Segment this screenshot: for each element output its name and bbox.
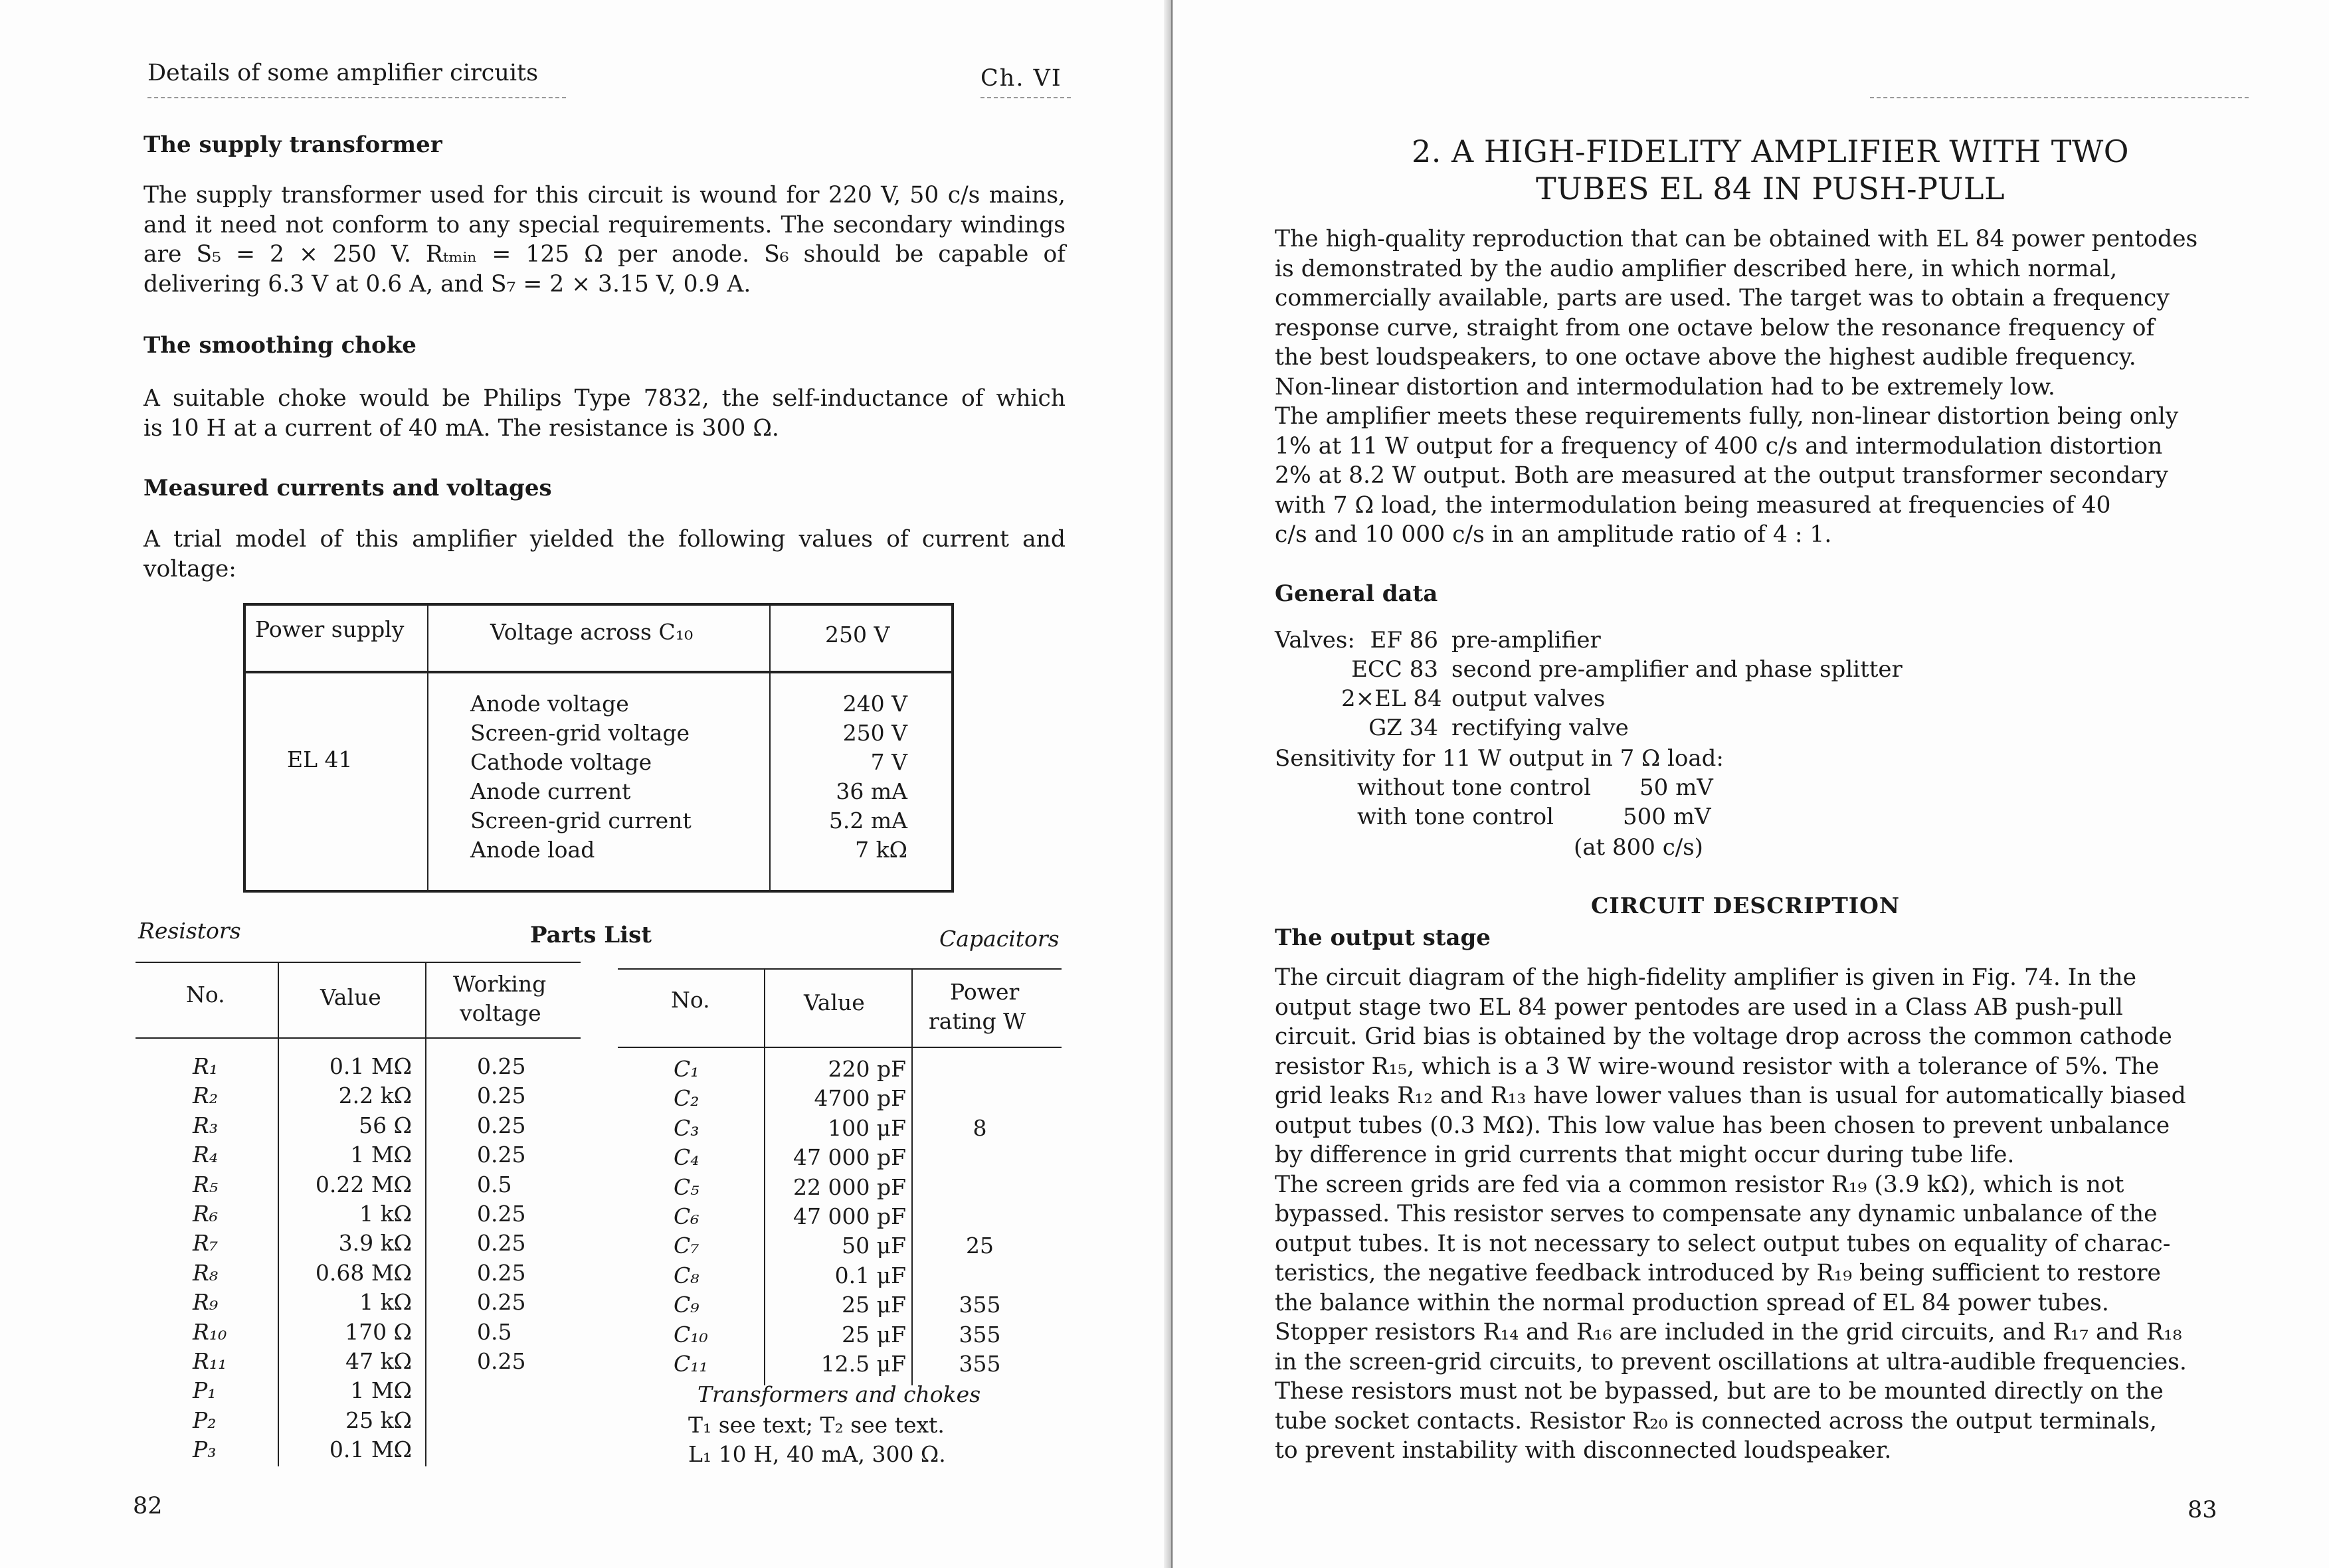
resistor-value: 25 kΩ	[345, 1407, 412, 1433]
text-line: and it need not conform to any special requirements. The secondary windings	[143, 211, 1066, 238]
capacitor-no: C₁	[674, 1056, 699, 1082]
title-line-1: 2. A HIGH-FIDELITY AMPLIFIER WITH TWO	[1412, 133, 2129, 169]
resistor-working-voltage: 0.25	[477, 1230, 526, 1256]
param-value: 5.2 mA	[828, 808, 907, 833]
parts-list-title: Parts List	[530, 922, 652, 948]
capacitor-no: C₆	[674, 1203, 699, 1229]
text-line: delivering 6.3 V at 0.6 A, and S₇ = 2 × 3.15 V, 0.9 A.	[143, 270, 751, 298]
heading-output-stage: The output stage	[1275, 924, 1491, 951]
capacitor-no: C₁₁	[674, 1351, 708, 1377]
header-rule	[147, 97, 566, 98]
heading-smoothing-choke: The smoothing choke	[143, 332, 417, 359]
capacitor-value: 47 000 pF	[793, 1144, 906, 1170]
valve-type: EF 86	[1370, 627, 1438, 653]
sens-value: 50 mV	[1639, 774, 1713, 801]
capacitor-value: 4700 pF	[814, 1085, 906, 1111]
paragraph-smoothing-choke	[143, 384, 1066, 443]
valve-type: 2×EL 84	[1341, 685, 1442, 712]
table-border	[951, 603, 954, 891]
resistor-value: 1 kΩ	[359, 1201, 412, 1227]
param-value: 36 mA	[836, 778, 907, 804]
header-voltage-across: Voltage across C₁₀	[490, 619, 694, 645]
resistor-no: R₉	[193, 1289, 219, 1315]
resistor-no: R₂	[193, 1083, 219, 1108]
capacitor-no: C₇	[674, 1233, 699, 1259]
paragraph-output-stage	[1275, 963, 2187, 1466]
cap-header-power: Power	[950, 979, 1020, 1005]
param-label: Anode voltage	[470, 691, 629, 717]
resistors-caption: Resistors	[138, 918, 241, 944]
running-head: Details of some amplifier circuits	[147, 60, 539, 86]
capacitor-no: C₃	[674, 1115, 699, 1141]
cap-header-no: No.	[671, 987, 710, 1013]
text-line: the balance within the normal production spread of EL 84 power tubes.	[1275, 1289, 2109, 1316]
sens-value: 500 mV	[1623, 804, 1711, 830]
text-line: output tubes. It is not necessary to select output tubes on equality of charac-	[1275, 1230, 2171, 1257]
capacitor-value: 100 μF	[828, 1115, 906, 1141]
text-line: by difference in grid currents that might occur during tube life.	[1275, 1142, 2015, 1168]
paragraph-measured	[143, 525, 1066, 584]
param-label: Screen-grid current	[470, 808, 692, 833]
tube-el41: EL 41	[287, 746, 353, 772]
heading-supply-transformer: The supply transformer	[143, 131, 442, 158]
text-line: c/s and 10 000 c/s in an amplitude ratio of 4 : 1.	[1275, 521, 1832, 548]
text-line: The amplifier meets these requirements fully, non-linear distortion being only	[1275, 403, 2179, 430]
cap-header-rating: rating W	[929, 1008, 1026, 1034]
text-line: These resistors must not be bypassed, but are to be mounted directly on the	[1275, 1378, 2164, 1405]
resistor-no: R₁₁	[193, 1348, 227, 1374]
resistor-working-voltage: 0.25	[477, 1289, 526, 1315]
resistor-working-voltage: 0.25	[477, 1142, 526, 1168]
resistor-no: R₄	[193, 1142, 219, 1168]
capacitor-value: 220 pF	[828, 1056, 906, 1082]
text-line: teristics, the negative feedback introduced by R₁₉ being sufficient to restore	[1275, 1260, 2161, 1286]
text-line: output stage two EL 84 power pentodes are used in a Class AB push-pull	[1275, 994, 2123, 1021]
valves-label: Valves:	[1275, 627, 1355, 653]
capacitors-caption: Capacitors	[939, 926, 1060, 952]
transformers-caption: Transformers and chokes	[698, 1381, 981, 1407]
valve-type: GZ 34	[1368, 715, 1438, 741]
resistor-value: 2.2 kΩ	[338, 1083, 412, 1108]
resistor-working-voltage: 0.25	[477, 1083, 526, 1108]
table-border	[243, 671, 954, 673]
resistor-working-voltage: 0.25	[477, 1201, 526, 1227]
valve-description: second pre-amplifier and phase splitter	[1451, 656, 1903, 683]
capacitor-value: 25 μF	[842, 1292, 906, 1318]
capacitor-value: 25 μF	[842, 1322, 906, 1348]
resistor-value: 47 kΩ	[345, 1348, 412, 1374]
heading-circuit-description: CIRCUIT DESCRIPTION	[1591, 893, 1901, 918]
resistor-value: 1 MΩ	[350, 1142, 412, 1168]
capacitor-value: 22 000 pF	[793, 1174, 906, 1200]
resistor-no: R₈	[193, 1260, 219, 1286]
paragraph-intro	[1275, 224, 2198, 550]
param-value: 250 V	[842, 720, 907, 746]
text-line: output tubes (0.3 MΩ). This low value has been chosen to prevent unbalance	[1275, 1112, 2170, 1139]
text-line: Non-linear distortion and intermodulation had to be extremely low.	[1275, 373, 2055, 400]
paragraph-supply-transformer	[143, 181, 1066, 299]
capacitor-power-rating: 25	[966, 1233, 994, 1259]
table-border	[243, 603, 954, 606]
text-line: Stopper resistors R₁₄ and R₁₆ are included in the grid circuits, and R₁₇ and R₁₈	[1275, 1319, 2182, 1346]
resistor-value: 1 MΩ	[350, 1377, 412, 1403]
resistor-working-voltage: 0.5	[477, 1172, 512, 1197]
text-line: tube socket contacts. Resistor R₂₀ is connected across the output terminals,	[1275, 1407, 2157, 1435]
cap-header-value: Value	[804, 990, 865, 1015]
page-number: 82	[133, 1493, 163, 1520]
resistor-col-rule	[425, 962, 426, 1466]
resistor-no: R₅	[193, 1172, 219, 1197]
capacitor-power-rating: 355	[959, 1322, 1001, 1348]
text-line: is 10 H at a current of 40 mA. The resistance is 300 Ω.	[143, 414, 779, 442]
resistor-value: 3.9 kΩ	[338, 1230, 412, 1256]
header-rule	[1870, 97, 2249, 98]
resistor-value: 0.1 MΩ	[329, 1053, 412, 1079]
resistor-value: 170 Ω	[345, 1319, 412, 1345]
text-line: are S₅ = 2 × 250 V. Rₜₘᵢₙ = 125 Ω per anode. S₆ should be capable of	[143, 241, 1066, 268]
capacitor-value: 0.1 μF	[834, 1263, 906, 1288]
title-line-2: TUBES EL 84 IN PUSH-PULL	[1536, 171, 2005, 207]
param-label: Cathode voltage	[470, 749, 652, 775]
text-line: resistor R₁₅, which is a 3 W wire-wound resistor with a tolerance of 5%. The	[1275, 1053, 2160, 1080]
resistor-no: R₁₀	[193, 1319, 227, 1345]
resistor-no: R₆	[193, 1201, 219, 1227]
capacitor-value: 12.5 μF	[820, 1351, 906, 1377]
resistor-no: P₂	[193, 1407, 217, 1433]
res-header-value: Value	[320, 984, 381, 1010]
resistor-value: 0.68 MΩ	[315, 1260, 412, 1286]
capacitor-no: C₄	[674, 1144, 699, 1170]
capacitor-no: C₈	[674, 1263, 699, 1288]
capacitor-table-rule	[618, 968, 1062, 970]
text-line: with 7 Ω load, the intermodulation being measured at frequencies of 40	[1275, 491, 2111, 519]
resistor-no: R₇	[193, 1230, 219, 1256]
valve-type: ECC 83	[1351, 656, 1438, 683]
resistor-no: P₃	[193, 1437, 217, 1462]
valve-description: pre-amplifier	[1451, 627, 1601, 653]
sens-label: without tone control	[1357, 774, 1592, 801]
capacitor-no: C₂	[674, 1085, 699, 1111]
res-header-no: No.	[186, 982, 225, 1007]
text-line: grid leaks R₁₂ and R₁₃ have lower values than is usual for automatically biased	[1275, 1083, 2186, 1109]
resistor-working-voltage: 0.5	[477, 1319, 512, 1345]
resistor-no: R₁	[193, 1053, 219, 1079]
text-line: The screen grids are fed via a common resistor R₁₉ (3.9 kΩ), which is not	[1275, 1171, 2124, 1198]
param-value: 240 V	[842, 691, 907, 717]
param-label: Screen-grid voltage	[470, 720, 690, 746]
text-line: circuit. Grid bias is obtained by the voltage drop across the common cathode	[1275, 1023, 2172, 1050]
res-header-voltage: voltage	[460, 1000, 541, 1026]
text-line: The high-quality reproduction that can be obtained with EL 84 power pentodes	[1275, 226, 2198, 252]
capacitor-table-rule	[618, 1047, 1062, 1048]
capacitor-power-rating: 8	[973, 1115, 987, 1141]
text-line: A trial model of this amplifier yielded the following values of current and	[143, 526, 1066, 553]
resistor-working-voltage: 0.25	[477, 1348, 526, 1374]
capacitor-no: C₁₀	[674, 1322, 708, 1348]
valve-description: rectifying valve	[1451, 715, 1629, 741]
text-line: voltage:	[143, 555, 236, 582]
heading-general-data: General data	[1275, 580, 1438, 607]
resistor-table-rule	[136, 1037, 581, 1039]
capacitor-value: 47 000 pF	[793, 1203, 906, 1229]
text-line: The circuit diagram of the high-fidelity amplifier is given in Fig. 74. In the	[1275, 964, 2137, 991]
resistor-no: P₁	[193, 1377, 217, 1403]
text-line: is demonstrated by the audio amplifier described here, in which normal,	[1275, 255, 2118, 282]
header-250v: 250 V	[825, 622, 890, 648]
text-line: in the screen-grid circuits, to prevent oscillations at ultra-audible frequencies.	[1275, 1348, 2187, 1375]
resistor-working-voltage: 0.25	[477, 1260, 526, 1286]
capacitor-power-rating: 355	[959, 1292, 1001, 1318]
text-line: bypassed. This resistor serves to compensate any dynamic unbalance of the	[1275, 1201, 2158, 1227]
text-line: to prevent instability with disconnected loudspeaker.	[1275, 1437, 1892, 1464]
page-83	[1172, 0, 2329, 1568]
table-border	[427, 603, 428, 891]
header-power-supply: Power supply	[255, 616, 405, 642]
capacitor-no: C₉	[674, 1292, 699, 1318]
resistor-value: 56 Ω	[359, 1112, 412, 1138]
param-value: 7 kΩ	[855, 837, 907, 863]
res-header-working: Working	[453, 971, 547, 997]
param-label: Anode load	[470, 837, 595, 863]
resistor-working-voltage: 0.25	[477, 1053, 526, 1079]
capacitor-col-rule	[911, 968, 913, 1385]
resistor-value: 0.1 MΩ	[329, 1437, 412, 1462]
sens-label: with tone control	[1357, 804, 1554, 830]
text-line: response curve, straight from one octave below the resonance frequency of	[1275, 314, 2155, 341]
page-number: 83	[2188, 1497, 2217, 1524]
param-label: Anode current	[470, 778, 631, 804]
text-line: 1% at 11 W output for a frequency of 400 c/s and intermodulation distortion	[1275, 432, 2163, 460]
param-value: 7 V	[870, 749, 907, 775]
section-title	[1299, 133, 2242, 207]
sensitivity-line: Sensitivity for 11 W output in 7 Ω load:	[1275, 745, 1724, 772]
choke-line: L₁ 10 H, 40 mA, 300 Ω.	[688, 1441, 946, 1467]
resistor-value: 0.22 MΩ	[315, 1172, 412, 1197]
capacitor-power-rating: 355	[959, 1351, 1001, 1377]
resistor-value: 1 kΩ	[359, 1289, 412, 1315]
transformers-line: T₁ see text; T₂ see text.	[688, 1412, 945, 1438]
resistor-working-voltage: 0.25	[477, 1112, 526, 1138]
resistor-table-rule	[136, 962, 581, 963]
chapter-label: Ch. VI	[980, 65, 1062, 92]
header-rule-chapter	[980, 97, 1071, 98]
heading-measured: Measured currents and voltages	[143, 475, 552, 501]
sens-note: (at 800 c/s)	[1574, 834, 1703, 861]
resistor-no: R₃	[193, 1112, 219, 1138]
valve-description: output valves	[1451, 685, 1606, 712]
table-border	[243, 603, 246, 891]
text-line: The supply transformer used for this circuit is wound for 220 V, 50 c/s mains,	[143, 182, 1066, 209]
text-line: commercially available, parts are used. The target was to obtain a frequency	[1275, 285, 2170, 311]
text-line: A suitable choke would be Philips Type 7832, the self-inductance of which	[143, 385, 1066, 412]
text-line: 2% at 8.2 W output. Both are measured at the output transformer secondary	[1275, 462, 2168, 489]
capacitor-no: C₅	[674, 1174, 699, 1200]
table-border	[243, 890, 954, 893]
capacitor-value: 50 μF	[842, 1233, 906, 1259]
text-line: the best loudspeakers, to one octave above the highest audible frequency.	[1275, 344, 2136, 371]
